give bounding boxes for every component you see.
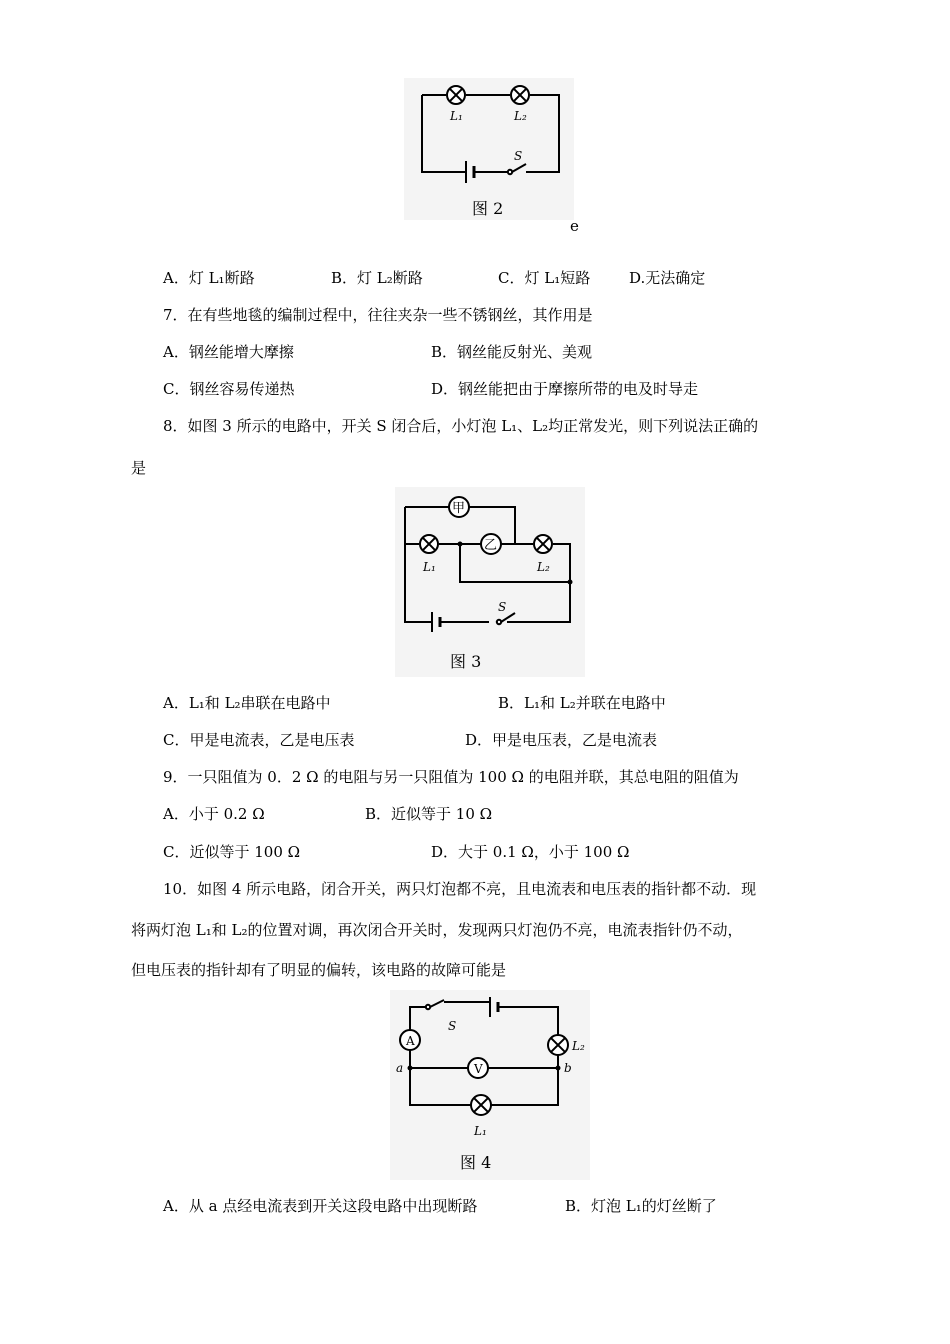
q10-stem-line-2: 将两灯泡 L₁和 L₂的位置对调，再次闭合开关时，发现两只灯泡仍不亮，电流表指针仍不动， (131, 921, 743, 939)
fig4-label-a: a (396, 1061, 404, 1075)
q9-option-d: D．大于 0.1 Ω，小于 100 Ω (431, 843, 630, 861)
q8-option-b: B．L₁和 L₂并联在电路中 (498, 694, 666, 712)
q10-stem-line-3: 但电压表的指针却有了明显的偏转，该电路的故障可能是 (131, 961, 507, 979)
circuit-diagram-4 (390, 990, 590, 1180)
q8-stem-line-2: 是 (131, 459, 147, 477)
fig4-meter-A: A (406, 1034, 415, 1048)
fig4-label-L1: L₁ (474, 1124, 487, 1138)
fig4-caption: 图 4 (460, 1153, 492, 1172)
q9-option-a: A．小于 0.2 Ω (163, 805, 265, 823)
circuit-diagram-3 (395, 487, 585, 677)
figure-2 (404, 78, 574, 220)
q9-option-c: C．近似等于 100 Ω (163, 843, 301, 861)
q7-option-b: B．钢丝能反射光、美观 (431, 343, 593, 361)
fig2-label-L2: L₂ (514, 109, 527, 123)
q10-stem-line-1: 10．如图 4 所示电路，闭合开关，两只灯泡都不亮，且电流表和电压表的指针都不动．现 (163, 880, 757, 898)
stray-character: e (570, 217, 579, 235)
fig2-caption: 图 2 (472, 199, 504, 218)
fig3-label-yi: 乙 (484, 538, 498, 553)
q7-option-c: C．钢丝容易传递热 (163, 380, 295, 398)
q6-option-b: B．灯 L₂断路 (331, 269, 423, 287)
q6-option-a: A．灯 L₁断路 (163, 269, 255, 287)
fig4-label-L2: L₂ (572, 1039, 585, 1053)
q8-option-c: C．甲是电流表，乙是电压表 (163, 731, 355, 749)
q8-option-d: D．甲是电压表，乙是电流表 (465, 731, 658, 749)
fig3-label-jia: 甲 (452, 501, 466, 516)
fig2-label-L1: L₁ (450, 109, 463, 123)
q9-stem: 9．一只阻值为 0．2 Ω 的电阻与另一只阻值为 100 Ω 的电阻并联，其总电阻的阻值为 (163, 768, 739, 786)
figure-4 (390, 990, 590, 1180)
q9-option-b: B．近似等于 10 Ω (365, 805, 493, 823)
fig4-label-S: S (448, 1019, 457, 1033)
q6-option-d: D.无法确定 (629, 269, 706, 287)
q10-option-a: A．从 a 点经电流表到开关这段电路中出现断路 (163, 1197, 478, 1215)
fig3-label-L2: L₂ (537, 560, 550, 574)
q8-option-a: A．L₁和 L₂串联在电路中 (163, 694, 331, 712)
q7-stem: 7．在有些地毯的编制过程中，往往夹杂一些不锈钢丝，其作用是 (163, 306, 593, 324)
q8-stem-line-1: 8．如图 3 所示的电路中，开关 S 闭合后，小灯泡 L₁、L₂均正常发光，则下列说法正确的 (163, 417, 759, 435)
figure-3 (395, 487, 585, 677)
fig2-label-S: S (514, 149, 523, 163)
fig4-meter-V: V (474, 1062, 483, 1076)
q10-option-b: B．灯泡 L₁的灯丝断了 (565, 1197, 717, 1215)
q7-option-d: D．钢丝能把由于摩擦所带的电及时导走 (431, 380, 699, 398)
fig3-caption: 图 3 (450, 652, 482, 671)
q7-option-a: A．钢丝能增大摩擦 (163, 343, 294, 361)
fig4-label-b: b (564, 1061, 572, 1075)
q6-option-c: C．灯 L₁短路 (498, 269, 591, 287)
fig3-label-L1: L₁ (423, 560, 436, 574)
fig3-label-S: S (498, 600, 507, 614)
circuit-diagram-2 (404, 78, 574, 220)
